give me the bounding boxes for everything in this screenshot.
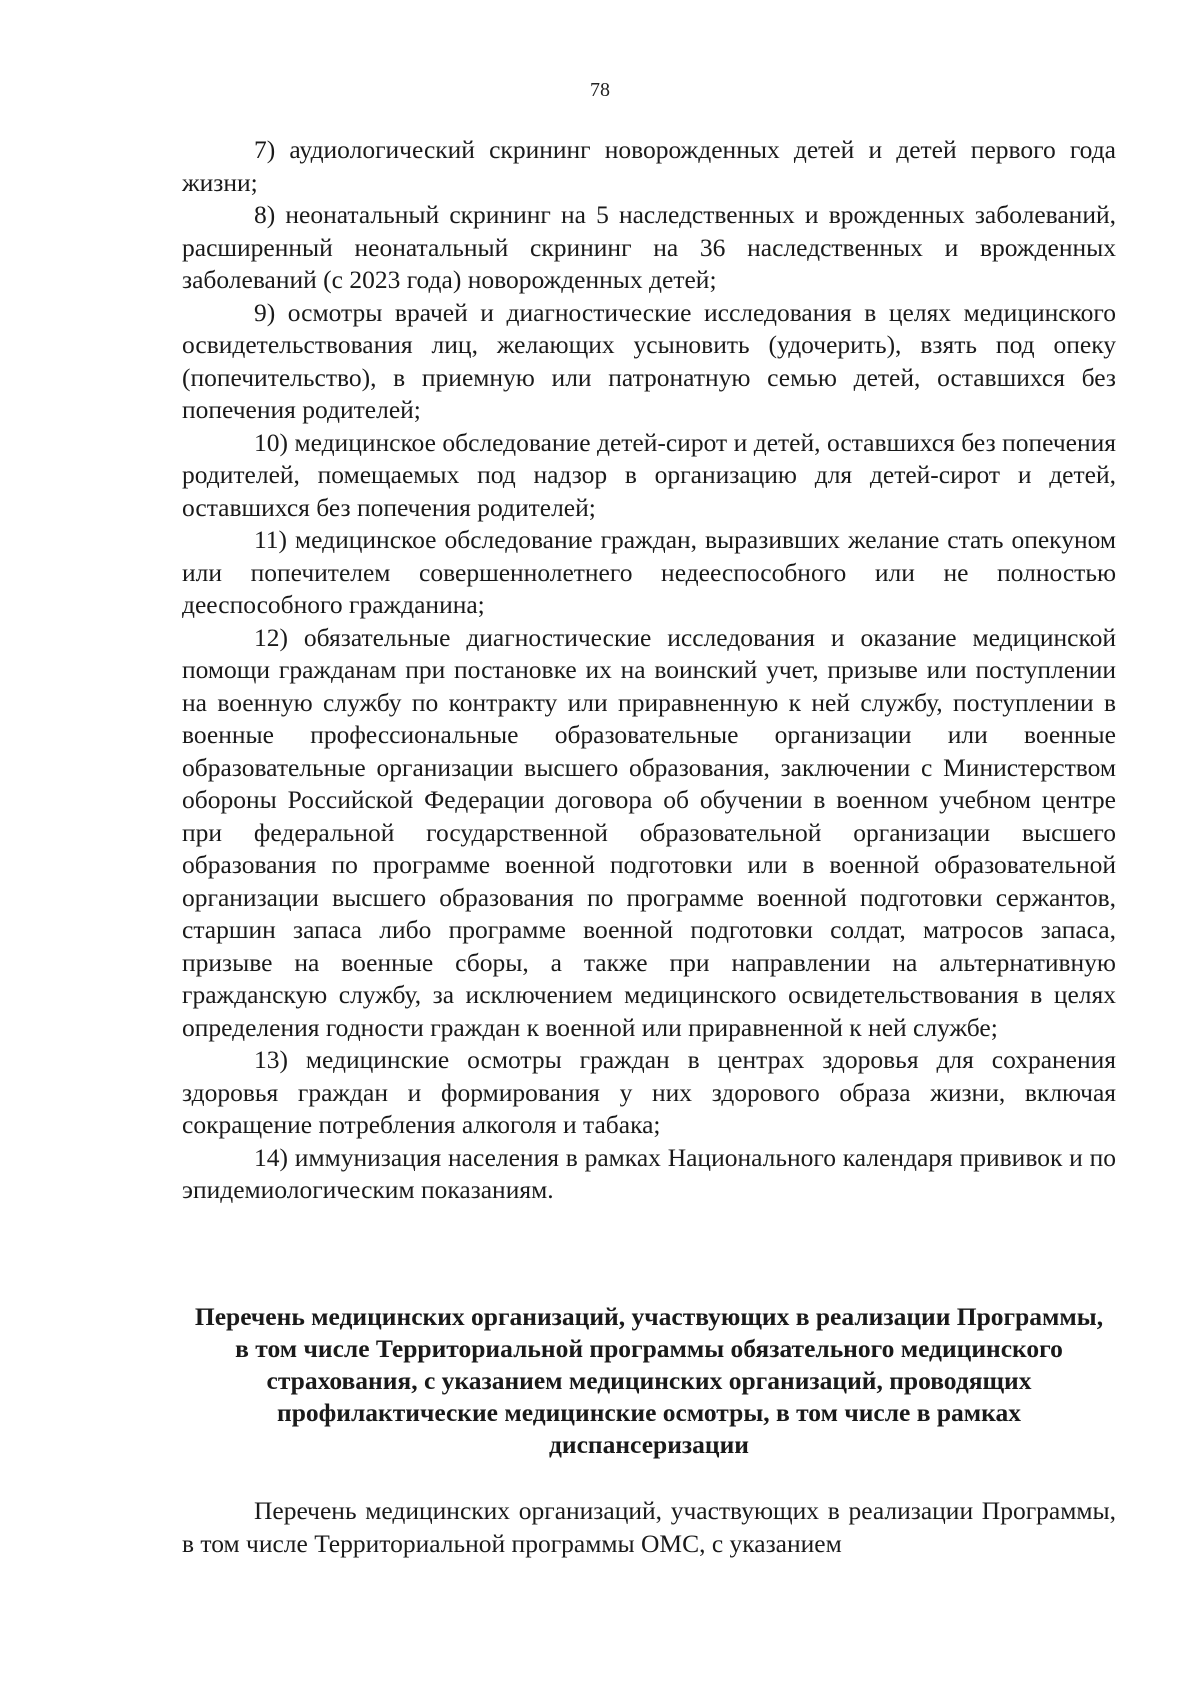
- section-body: [182, 1495, 1116, 1560]
- list-item-11: 11) медицинское обследование граждан, выразивших желание стать опекуном или попечителем совершеннолетнего недееспособного или не полностью дееспособного гражданина;: [182, 525, 1116, 619]
- list-item-9: 9) осмотры врачей и диагностические исследования в целях медицинского освидетельствования лиц, желающих усыновить (удочерить), взять под опеку (попечительство), в приемную или патронатную семью детей, оставшихся без попечения родителей;: [182, 297, 1116, 424]
- list-item-10: 10) медицинское обследование детей-сирот и детей, оставшихся без попечения родителей, помещаемых под надзор в организацию для детей-сирот и детей, оставшихся без попечения родителей;: [182, 427, 1116, 522]
- list-item-8: 8) неонатальный скрининг на 5 наследственных и врожденных заболеваний, расширенный неонатальный скрининг на 36 наследственных и врожденных заболеваний (с 2023 года) новорожденных детей;: [182, 200, 1116, 294]
- list-item-7: 7) аудиологический скрининг новорожденных детей и детей первого года жизни;: [182, 135, 1116, 197]
- list-item-14: 14) иммунизация населения в рамках Национального календаря прививок и по эпидемиологическим показаниям.: [182, 1142, 1116, 1204]
- page-number: 78: [590, 79, 610, 101]
- section-paragraph: Перечень медицинских организаций, участвующих в реализации Программы, в том числе Территориальной программы ОМС, с указанием: [182, 1496, 1116, 1558]
- section-heading: Перечень медицинских организаций, участвующих в реализации Программы, в том числе Территориальной программы обязательного медицинского страхования, с указанием медицинских организаций, проводящих профилактические медицинские осмотры, в том числе в рамках диспансеризации: [194, 1302, 1104, 1459]
- list-item-12: 12) обязательные диагностические исследования и оказание медицинской помощи гражданам при постановке их на воинский учет, призыве или поступлении на военную службу по контракту или приравненную к ней службу, поступлении в военные профессиональные образовательные организации или военные образовательные организации высшего образования, заключении с Министерством обороны Российской Федерации договора об обучении в военном учебном центре при федеральной государственной образовательной организации высшего образования по программе военной подготовки или в военной образовательной организации высшего образования по программе военной подготовки сержантов, старшин запаса либо программе военной подготовки солдат, матросов запаса, призыве на военные сборы, а также при направлении на альтернативную гражданскую службу, за исключением медицинского освидетельствования в целях определения годности граждан к военной или приравненной к ней службе;: [182, 622, 1116, 1042]
- list-item-13: 13) медицинские осмотры граждан в центрах здоровья для сохранения здоровья граждан и формирования у них здорового образа жизни, включая сокращение потребления алкоголя и табака;: [182, 1045, 1116, 1139]
- list-body: [182, 134, 1116, 1207]
